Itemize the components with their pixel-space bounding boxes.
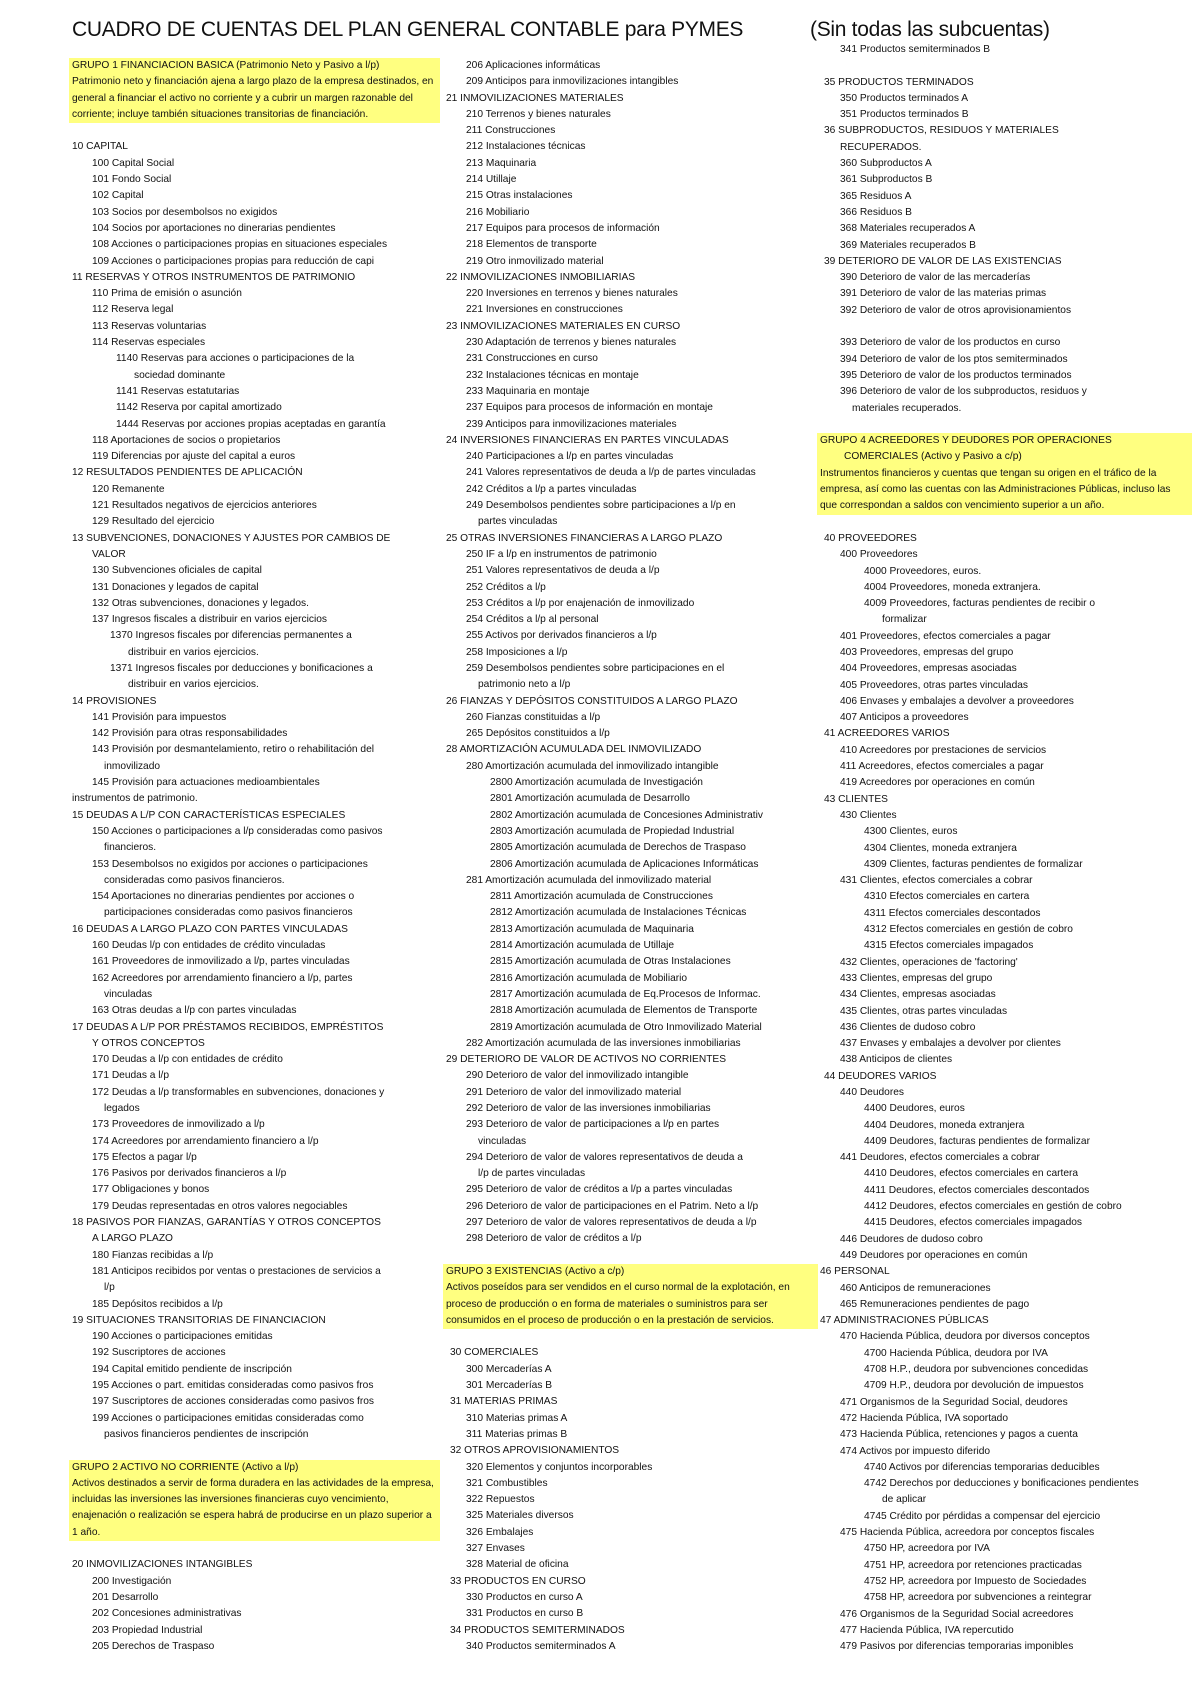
account-group-heading: 24 INVERSIONES FINANCIERAS EN PARTES VINCULADAS: [446, 434, 729, 446]
account-line: 282 Amortización acumulada de las inversiones inmobiliarias: [466, 1037, 741, 1049]
account-line: 203 Propiedad Industrial: [92, 1624, 203, 1636]
account-line: 2819 Amortización acumulada de Otro Inmovilizado Material: [490, 1021, 762, 1033]
account-line: inmovilizado: [104, 760, 161, 772]
account-group-heading: 29 DETERIORO DE VALOR DE ACTIVOS NO CORRIENTES: [446, 1054, 727, 1066]
account-line: 141 Provisión para impuestos: [92, 711, 227, 723]
column-1: [72, 58, 440, 1655]
title-main: CUADRO DE CUENTAS DEL PLAN GENERAL CONTABLE para PYMES: [72, 18, 744, 41]
account-line: 390 Deterioro de valor de las mercaderías: [840, 272, 1031, 284]
account-line: 217 Equipos para procesos de información: [466, 222, 660, 234]
account-line: 118 Aportaciones de socios o propietarios: [92, 434, 281, 446]
account-line: 201 Desarrollo: [92, 1591, 159, 1603]
account-line: 4751 HP, acreedora por retenciones practicadas: [864, 1559, 1082, 1571]
account-line: legados: [104, 1103, 140, 1114]
account-line: 221 Inversiones en construcciones: [466, 304, 623, 316]
account-line: patrimonio neto a l/p: [478, 679, 571, 691]
account-line: 150 Acciones o participaciones a l/p consideradas como pasivos: [92, 825, 383, 837]
account-line: Y OTROS CONCEPTOS: [92, 1037, 205, 1049]
account-line: partes vinculadas: [478, 516, 558, 528]
account-line: 210 Terrenos y bienes naturales: [466, 108, 611, 120]
account-line: 177 Obligaciones y bonos: [92, 1184, 210, 1196]
account-group-heading: 46 PERSONAL: [820, 1266, 890, 1278]
account-line: 253 Créditos a l/p por enajenación de inmovilizado: [466, 597, 695, 609]
account-line: 4410 Deudores, efectos comerciales en cartera: [864, 1168, 1079, 1180]
account-group-heading: 31 MATERIAS PRIMAS: [450, 1396, 558, 1408]
group-heading: GRUPO 4 ACREEDORES Y DEUDORES POR OPERACIONES: [820, 435, 1112, 447]
account-line: 1371 Ingresos fiscales por deducciones y bonificaciones a: [110, 662, 373, 674]
account-line: 4009 Proveedores, facturas pendientes de recibir o: [864, 598, 1096, 610]
account-line: de aplicar: [882, 1494, 927, 1506]
account-line: 239 Anticipos para inmovilizaciones materiales: [466, 418, 677, 430]
account-line: 113 Reservas voluntarias: [92, 320, 207, 332]
account-line: 301 Mercaderías B: [466, 1380, 553, 1392]
account-line: 446 Deudores de dudoso cobro: [840, 1233, 983, 1245]
account-line: 212 Instalaciones técnicas: [466, 141, 586, 153]
account-line: 300 Mercaderías A: [466, 1363, 552, 1375]
account-line: 294 Deterioro de valor de valores representativos de deuda a: [466, 1151, 743, 1163]
account-line: 121 Resultados negativos de ejercicios anteriores: [92, 500, 317, 512]
spacer: [820, 417, 1192, 433]
account-line: 322 Repuestos: [466, 1494, 535, 1506]
account-line: 202 Concesiones administrativas: [92, 1608, 242, 1620]
account-line: 327 Envases: [466, 1543, 525, 1555]
account-line: 4758 HP, acreedora por subvenciones a reintegrar: [864, 1592, 1092, 1604]
account-line: 174 Acreedores por arrendamiento financiero a l/p: [92, 1135, 319, 1147]
account-line: 2818 Amortización acumulada de Elementos de Transporte: [490, 1005, 758, 1017]
account-line: 369 Materiales recuperados B: [840, 239, 976, 251]
account-line: 265 Depósitos constituidos a l/p: [466, 728, 610, 740]
account-line: 232 Instalaciones técnicas en montaje: [466, 369, 639, 381]
account-group-heading: 11 RESERVAS Y OTROS INSTRUMENTOS DE PATRIMONIO: [72, 271, 356, 283]
group-heading: GRUPO 3 EXISTENCIAS (Activo a c/p): [446, 1265, 625, 1277]
account-line: 2801 Amortización acumulada de Desarrollo: [490, 793, 690, 805]
account-line: 341 Productos semiterminados B: [840, 44, 991, 55]
group-description: Instrumentos financieros y cuentas que tengan su origen en el tráfico de la empresa, así como las cuentas con las Administraciones Públicas, incluso las que correspondan a saldos con vencimiento superior a un año.: [820, 467, 1171, 512]
account-line: 4415 Deudores, efectos comerciales impagados: [864, 1217, 1083, 1229]
account-line: 404 Proveedores, empresas asociadas: [840, 663, 1017, 675]
account-line: 411 Acreedores, efectos comerciales a pagar: [840, 761, 1044, 773]
account-line: 365 Residuos A: [840, 190, 912, 202]
account-line: 297 Deterioro de valor de valores representativos de deuda a l/p: [466, 1217, 757, 1229]
account-line: 101 Fondo Social: [92, 174, 172, 186]
account-line: 240 Participaciones a l/p en partes vinculadas: [466, 451, 674, 463]
group-heading-continued: COMERCIALES (Activo y Pasivo a c/p): [844, 451, 1022, 463]
account-line: 137 Ingresos fiscales a distribuir en varios ejercicios: [92, 614, 327, 626]
account-line: 143 Provisión por desmantelamiento, retiro o rehabilitación del: [92, 744, 375, 756]
account-line: 391 Deterioro de valor de las materias primas: [840, 288, 1047, 300]
account-line: 2816 Amortización acumulada de Mobiliario: [490, 972, 688, 984]
account-line: 340 Productos semiterminados A: [466, 1640, 616, 1652]
account-line: 433 Clientes, empresas del grupo: [840, 972, 993, 984]
account-line: 185 Depósitos recibidos a l/p: [92, 1298, 223, 1310]
account-line: 1370 Ingresos fiscales por diferencias permanentes a: [110, 630, 352, 642]
account-line: 1444 Reservas por acciones propias aceptadas en garantía: [116, 418, 386, 430]
account-line: 2817 Amortización acumulada de Eq.Procesos de Informac.: [490, 988, 761, 1000]
account-group-heading: 25 OTRAS INVERSIONES FINANCIERAS A LARGO PLAZO: [446, 532, 723, 544]
account-line: l/p: [104, 1282, 115, 1294]
account-line: 361 Subproductos B: [840, 174, 933, 186]
account-line: 219 Otro inmovilizado material: [466, 255, 604, 267]
account-line: 475 Hacienda Pública, acreedora por conceptos fiscales: [840, 1527, 1095, 1539]
account-line: A LARGO PLAZO: [92, 1233, 173, 1245]
page-title: [72, 18, 1050, 42]
account-line: 473 Hacienda Pública, retenciones y pagos a cuenta: [840, 1429, 1078, 1441]
account-line: 4300 Clientes, euros: [864, 826, 958, 838]
account-line: 405 Proveedores, otras partes vinculadas: [840, 679, 1029, 691]
account-line: 4404 Deudores, moneda extranjera: [864, 1119, 1025, 1131]
account-line: 132 Otras subvenciones, donaciones y legados.: [92, 597, 309, 609]
account-line: 293 Deterioro de valor de participaciones a l/p en partes: [466, 1119, 720, 1131]
account-line: 432 Clientes, operaciones de 'factoring': [840, 956, 1018, 968]
account-line: pasivos financieros pendientes de inscripción: [104, 1428, 309, 1440]
account-line: 350 Productos terminados A: [840, 92, 968, 104]
group-description-box: [443, 1264, 818, 1329]
account-line: 145 Provisión para actuaciones medioambientales: [92, 777, 320, 789]
account-line: 4745 Crédito por pérdidas a compensar del ejercicio: [864, 1510, 1101, 1522]
account-line: 206 Aplicaciones informáticas: [466, 60, 601, 71]
account-line: 368 Materiales recuperados A: [840, 223, 976, 235]
account-line: 200 Investigación: [92, 1575, 172, 1587]
group-description: Patrimonio neto y financiación ajena a largo plazo de la empresa destinados, en general a financiar el activo no corriente y a cubrir un margen razonable del corriente; incluye también situaciones transitorias de financiación.: [72, 76, 434, 120]
account-line: 171 Deudas a l/p: [92, 1070, 170, 1082]
account-line: 401 Proveedores, efectos comerciales a pagar: [840, 630, 1051, 642]
account-line: 4311 Efectos comerciales descontados: [864, 907, 1041, 919]
spacer: [820, 319, 1192, 335]
account-group-heading: 26 FIANZAS Y DEPÓSITOS CONSTITUIDOS A LARGO PLAZO: [446, 695, 738, 707]
account-line: 392 Deterioro de valor de otros aprovisionamientos: [840, 304, 1072, 316]
account-line: materiales recuperados.: [852, 402, 962, 414]
account-line: 2805 Amortización acumulada de Derechos de Traspaso: [490, 842, 746, 854]
account-line: 197 Suscriptores de acciones consideradas como pasivos fros: [92, 1396, 375, 1408]
account-group-heading: 47 ADMINISTRACIONES PÚBLICAS: [820, 1315, 989, 1327]
account-line: 4400 Deudores, euros: [864, 1103, 965, 1115]
account-line: 103 Socios por desembolsos no exigidos: [92, 206, 278, 218]
account-line: 4310 Efectos comerciales en cartera: [864, 891, 1030, 903]
account-line: 220 Inversiones en terrenos y bienes naturales: [466, 288, 678, 300]
account-line: 216 Mobiliario: [466, 206, 530, 218]
account-line: 4304 Clientes, moneda extranjera: [864, 842, 1017, 854]
account-group-heading: 40 PROVEEDORES: [824, 532, 917, 544]
group-heading: GRUPO 2 ACTIVO NO CORRIENTE (Activo a l/p): [72, 1461, 299, 1473]
account-line: 4700 Hacienda Pública, deudora por IVA: [864, 1347, 1048, 1359]
account-line: 325 Materiales diversos: [466, 1510, 574, 1522]
account-line: 260 Fianzas constituidas a l/p: [466, 711, 601, 723]
account-line: 172 Deudas a l/p transformables en subvenciones, donaciones y: [92, 1086, 385, 1098]
account-line: 192 Suscriptores de acciones: [92, 1347, 226, 1359]
account-line: 129 Resultado del ejercicio: [92, 516, 215, 528]
account-line: 4742 Derechos por deducciones y bonificaciones pendientes: [864, 1478, 1139, 1490]
group-description-box: [817, 433, 1192, 514]
account-line: 311 Materias primas B: [466, 1428, 568, 1440]
account-line: 430 Clientes: [840, 809, 897, 821]
account-group-heading: 19 SITUACIONES TRANSITORIAS DE FINANCIACION: [72, 1314, 326, 1326]
account-line: 215 Otras instalaciones: [466, 190, 573, 202]
account-line: 194 Capital emitido pendiente de inscripción: [92, 1363, 292, 1375]
account-line: 470 Hacienda Pública, deudora por diversos conceptos: [840, 1331, 1090, 1343]
account-group-heading: 17 DEUDAS A L/P POR PRÉSTAMOS RECIBIDOS, EMPRÉSTITOS: [72, 1021, 384, 1033]
account-line: 255 Activos por derivados financieros a l/p: [466, 630, 657, 642]
account-line: 437 Envases y embalajes a devolver por clientes: [840, 1038, 1061, 1050]
account-line: 199 Acciones o participaciones emitidas consideradas como: [92, 1412, 364, 1424]
account-line: 449 Deudores por operaciones en común: [840, 1249, 1028, 1261]
account-line: instrumentos de patrimonio.: [72, 793, 198, 805]
account-line: 4750 HP, acreedora por IVA: [864, 1543, 990, 1555]
account-line: 2815 Amortización acumulada de Otras Instalaciones: [490, 956, 731, 968]
account-line: 114 Reservas especiales: [92, 337, 206, 349]
account-line: 1142 Reserva por capital amortizado: [116, 402, 282, 414]
group-description-box: [69, 1460, 440, 1541]
account-line: 290 Deterioro de valor del inmovilizado intangible: [466, 1070, 689, 1082]
account-line: 4312 Efectos comerciales en gestión de cobro: [864, 924, 1073, 936]
account-group-heading: 20 INMOVILIZACIONES INTANGIBLES: [72, 1559, 253, 1571]
account-line: vinculadas: [478, 1135, 527, 1147]
account-line: 104 Socios por aportaciones no dinerarias pendientes: [92, 222, 336, 234]
account-line: 142 Provisión para otras responsabilidades: [92, 728, 288, 740]
account-group-heading: 14 PROVISIONES: [72, 695, 157, 707]
account-line: 100 Capital Social: [92, 157, 175, 169]
account-line: l/p de partes vinculadas: [478, 1168, 586, 1180]
account-line: 179 Deudas representadas en otros valores negociables: [92, 1200, 348, 1212]
account-line: 471 Organismos de la Seguridad Social, deudores: [840, 1396, 1068, 1408]
account-group-heading: 18 PASIVOS POR FIANZAS, GARANTÍAS Y OTROS CONCEPTOS: [72, 1217, 381, 1229]
account-line: 218 Elementos de transporte: [466, 239, 597, 251]
account-line: 2811 Amortización acumulada de Construcciones: [490, 891, 713, 903]
account-line: vinculadas: [104, 988, 153, 1000]
account-line: 4000 Proveedores, euros.: [864, 565, 982, 577]
account-line: 180 Fianzas recibidas a l/p: [92, 1249, 214, 1261]
account-group-heading: 39 DETERIORO DE VALOR DE LAS EXISTENCIAS: [824, 255, 1062, 267]
account-line: 476 Organismos de la Seguridad Social acreedores: [840, 1608, 1074, 1620]
account-line: 406 Envases y embalajes a devolver a proveedores: [840, 695, 1074, 707]
account-line: 160 Deudas l/p con entidades de crédito vinculadas: [92, 940, 326, 952]
account-line: 351 Productos terminados B: [840, 109, 969, 121]
account-line: 4309 Clientes, facturas pendientes de formalizar: [864, 858, 1083, 870]
account-group-heading: 34 PRODUCTOS SEMITERMINADOS: [450, 1624, 625, 1636]
account-line: 320 Elementos y conjuntos incorporables: [466, 1461, 653, 1473]
account-group-heading: 35 PRODUCTOS TERMINADOS: [824, 76, 974, 88]
account-group-heading: 32 OTROS APROVISIONAMIENTOS: [450, 1445, 620, 1457]
account-line: 241 Valores representativos de deuda a l/p de partes vinculadas: [466, 467, 756, 479]
account-line: 2806 Amortización acumulada de Aplicaciones Informáticas: [490, 858, 759, 870]
account-line: 249 Desembolsos pendientes sobre participaciones a l/p en: [466, 500, 736, 512]
account-line: 291 Deterioro de valor del inmovilizado material: [466, 1086, 682, 1098]
account-line: 109 Acciones o participaciones propias para reducción de capi: [92, 255, 375, 267]
account-group-heading: 22 INMOVILIZACIONES INMOBILIARIAS: [446, 271, 636, 283]
account-line: 403 Proveedores, empresas del grupo: [840, 646, 1014, 658]
account-line: 4752 HP, acreedora por Impuesto de Sociedades: [864, 1575, 1087, 1587]
account-group-heading: 16 DEUDAS A LARGO PLAZO CON PARTES VINCULADAS: [72, 923, 348, 935]
account-line: 4411 Deudores, efectos comerciales descontados: [864, 1184, 1090, 1196]
account-line: 438 Anticipos de clientes: [840, 1054, 953, 1066]
title-subtitle: (Sin todas las subcuentas): [810, 18, 1050, 41]
account-line: 211 Construcciones: [466, 125, 556, 137]
account-group-heading: 21 INMOVILIZACIONES MATERIALES: [446, 92, 624, 104]
account-line: 230 Adaptación de terrenos y bienes naturales: [466, 337, 677, 349]
account-line: 472 Hacienda Pública, IVA soportado: [840, 1412, 1009, 1424]
account-line: 310 Materias primas A: [466, 1412, 568, 1424]
group-description-box: [69, 58, 440, 123]
account-line: 477 Hacienda Pública, IVA repercutido: [840, 1624, 1014, 1636]
account-line: 296 Deterioro de valor de participaciones en el Patrim. Neto a l/p: [466, 1200, 759, 1212]
account-line: consideradas como pasivos financieros.: [104, 874, 285, 886]
account-line: 231 Construcciones en curso: [466, 353, 598, 365]
account-group-heading: 44 DEUDORES VARIOS: [824, 1070, 937, 1082]
spacer: [72, 123, 440, 139]
account-line: 295 Deterioro de valor de créditos a l/p a partes vinculadas: [466, 1184, 733, 1196]
account-group-heading: 30 COMERCIALES: [450, 1347, 539, 1359]
account-line: 209 Anticipos para inmovilizaciones intangibles: [466, 76, 679, 88]
account-line: 181 Anticipos recibidos por ventas o prestaciones de servicios a: [92, 1265, 381, 1277]
account-line: 120 Remanente: [92, 483, 165, 495]
account-line: 360 Subproductos A: [840, 158, 932, 170]
account-line: 431 Clientes, efectos comerciales a cobrar: [840, 875, 1033, 887]
account-line: financieros.: [104, 842, 157, 854]
account-line: 258 Imposiciones a l/p: [466, 646, 568, 658]
account-line: 250 IF a l/p en instrumentos de patrimonio: [466, 548, 657, 560]
account-line: 205 Derechos de Traspaso: [92, 1640, 215, 1652]
account-line: 460 Anticipos de remuneraciones: [840, 1282, 991, 1294]
account-line: 112 Reserva legal: [92, 304, 174, 316]
account-line: 259 Desembolsos pendientes sobre participaciones en el: [466, 662, 725, 674]
account-group-heading: 33 PRODUCTOS EN CURSO: [450, 1575, 586, 1587]
account-line: 419 Acreedores por operaciones en común: [840, 777, 1035, 789]
account-line: 1141 Reservas estatutarias: [116, 385, 240, 397]
account-line: 190 Acciones o participaciones emitidas: [92, 1331, 273, 1343]
account-group-heading: 28 AMORTIZACIÓN ACUMULADA DEL INMOVILIZADO: [446, 744, 702, 756]
spacer: [820, 515, 1192, 531]
column-2: [446, 58, 818, 1655]
account-line: 281 Amortización acumulada del inmovilizado material: [466, 874, 712, 886]
spacer: [446, 1329, 818, 1345]
account-group-heading: 13 SUBVENCIONES, DONACIONES Y AJUSTES POR CAMBIOS DE: [72, 532, 391, 544]
account-line: 4709 H.P., deudora por devolución de impuestos: [864, 1380, 1084, 1392]
account-line: 4004 Proveedores, moneda extranjera.: [864, 581, 1041, 593]
account-line: 153 Desembolsos no exigidos por acciones o participaciones: [92, 858, 368, 870]
account-line: 170 Deudas a l/p con entidades de crédito: [92, 1054, 283, 1066]
account-line: 242 Créditos a l/p a partes vinculadas: [466, 483, 637, 495]
account-line: 298 Deterioro de valor de créditos a l/p: [466, 1233, 642, 1245]
account-line: 436 Clientes de dudoso cobro: [840, 1021, 976, 1033]
account-line: 1140 Reservas para acciones o participaciones de la: [116, 353, 355, 365]
account-line: 4409 Deudores, facturas pendientes de formalizar: [864, 1135, 1090, 1147]
account-group-heading: 43 CLIENTES: [824, 793, 888, 805]
account-line: 252 Créditos a l/p: [466, 581, 546, 593]
account-line: 176 Pasivos por derivados financieros a l/p: [92, 1168, 287, 1180]
account-line: 237 Equipos para procesos de información en montaje: [466, 402, 713, 414]
account-line: 175 Efectos a pagar l/p: [92, 1151, 197, 1163]
spacer: [820, 58, 1192, 74]
account-line: 2802 Amortización acumulada de Concesiones Administrativ: [490, 809, 763, 821]
group-heading: GRUPO 1 FINANCIACION BASICA (Patrimonio Neto y Pasivo a l/p): [72, 60, 380, 71]
account-line: 400 Proveedores: [840, 549, 918, 561]
account-line: 434 Clientes, empresas asociadas: [840, 989, 996, 1001]
account-line: 330 Productos en curso A: [466, 1591, 583, 1603]
account-line: 2812 Amortización acumulada de Instalaciones Técnicas: [490, 907, 747, 919]
account-line: 4315 Efectos comerciales impagados: [864, 940, 1034, 952]
account-group-heading: 23 INMOVILIZACIONES MATERIALES EN CURSO: [446, 320, 681, 332]
account-line: 321 Combustibles: [466, 1477, 548, 1489]
account-line: 108 Acciones o participaciones propias en situaciones especiales: [92, 239, 388, 251]
account-line: 195 Acciones o part. emitidas consideradas como pasivos fros: [92, 1380, 374, 1392]
account-line: 2814 Amortización acumulada de Utillaje: [490, 940, 675, 952]
account-line: RECUPERADOS.: [840, 141, 922, 153]
group-description: Activos poseídos para ser vendidos en el curso normal de la explotación, en proceso de producción o en forma de materiales o suministros para ser consumidos en el proceso de producción o en la prestación de servicios.: [446, 1282, 790, 1326]
spacer: [446, 1248, 818, 1264]
column-3: [820, 42, 1192, 1655]
account-line: 441 Deudores, efectos comerciales a cobrar: [840, 1152, 1040, 1164]
account-line: 163 Otras deudas a l/p con partes vinculadas: [92, 1005, 297, 1017]
account-line: 410 Acreedores por prestaciones de servicios: [840, 744, 1047, 756]
account-line: 2813 Amortización acumulada de Maquinaria: [490, 923, 694, 935]
account-line: 110 Prima de emisión o asunción: [92, 288, 242, 300]
account-group-heading: 12 RESULTADOS PENDIENTES DE APLICACIÓN: [72, 467, 303, 479]
spacer: [72, 1443, 440, 1459]
account-line: 251 Valores representativos de deuda a l/p: [466, 565, 660, 577]
account-line: 394 Deterioro de valor de los ptos semiterminados: [840, 353, 1068, 365]
account-line: 173 Proveedores de inmovilizado a l/p: [92, 1119, 265, 1131]
account-line: 4708 H.P., deudora por subvenciones concedidas: [864, 1364, 1089, 1376]
account-line: 292 Deterioro de valor de las inversiones inmobiliarias: [466, 1103, 711, 1114]
account-line: 2800 Amortización acumulada de Investigación: [490, 777, 703, 789]
account-line: 440 Deudores: [840, 1087, 905, 1098]
account-line: formalizar: [882, 614, 927, 626]
account-line: 479 Pasivos por diferencias temporarias imponibles: [840, 1641, 1074, 1653]
account-line: 2803 Amortización acumulada de Propiedad Industrial: [490, 825, 735, 837]
account-line: 328 Material de oficina: [466, 1559, 569, 1571]
account-line: 4740 Activos por diferencias temporarias deducibles: [864, 1461, 1100, 1473]
account-line: 366 Residuos B: [840, 206, 912, 218]
account-line: participaciones consideradas como pasivos financieros: [104, 907, 353, 919]
account-line: 326 Embalajes: [466, 1526, 534, 1538]
account-group-heading: 15 DEUDAS A L/P CON CARACTERÍSTICAS ESPECIALES: [72, 809, 346, 821]
account-line: 119 Diferencias por ajuste del capital a euros: [92, 451, 296, 463]
group-description: Activos destinados a servir de forma duradera en las actividades de la empresa, incluidas las inversiones las inversiones financieras cuyo vencimiento, enajenación o realización se espera habrá de producirse en un plazo superior a 1 año.: [72, 1477, 434, 1538]
account-line: 162 Acreedores por arrendamiento financiero a l/p, partes: [92, 972, 353, 984]
account-line: 407 Anticipos a proveedores: [840, 712, 969, 724]
account-line: sociedad dominante: [134, 369, 226, 381]
account-line: 393 Deterioro de valor de los productos en curso: [840, 337, 1061, 349]
account-group-heading: 10 CAPITAL: [72, 141, 128, 153]
account-line: 214 Utillaje: [466, 174, 517, 186]
account-line: 233 Maquinaria en montaje: [466, 385, 590, 397]
account-line: 130 Subvenciones oficiales de capital: [92, 565, 262, 577]
account-line: 4412 Deudores, efectos comerciales en gestión de cobro: [864, 1201, 1122, 1213]
spacer: [72, 1541, 440, 1557]
account-line: VALOR: [92, 548, 126, 560]
account-line: 154 Aportaciones no dinerarias pendientes por acciones o: [92, 891, 355, 903]
account-line: distribuir en varios ejercicios.: [128, 646, 259, 658]
account-line: 435 Clientes, otras partes vinculadas: [840, 1005, 1008, 1017]
account-line: 213 Maquinaria: [466, 157, 537, 169]
account-line: 131 Donaciones y legados de capital: [92, 581, 259, 593]
account-line: 331 Productos en curso B: [466, 1608, 584, 1620]
account-line: 465 Remuneraciones pendientes de pago: [840, 1298, 1030, 1310]
account-group-heading: 41 ACREEDORES VARIOS: [824, 728, 950, 740]
account-group-heading: 36 SUBPRODUCTOS, RESIDUOS Y MATERIALES: [824, 125, 1059, 137]
account-line: 396 Deterioro de valor de los subproductos, residuos y: [840, 386, 1087, 398]
account-line: 161 Proveedores de inmovilizado a l/p, partes vinculadas: [92, 956, 350, 968]
account-line: 102 Capital: [92, 190, 144, 202]
account-line: distribuir en varios ejercicios.: [128, 679, 259, 691]
account-line: 254 Créditos a l/p al personal: [466, 614, 599, 626]
account-line: 474 Activos por impuesto diferido: [840, 1445, 991, 1457]
account-line: 280 Amortización acumulada del inmovilizado intangible: [466, 760, 719, 772]
account-line: 395 Deterioro de valor de los productos terminados: [840, 369, 1072, 381]
